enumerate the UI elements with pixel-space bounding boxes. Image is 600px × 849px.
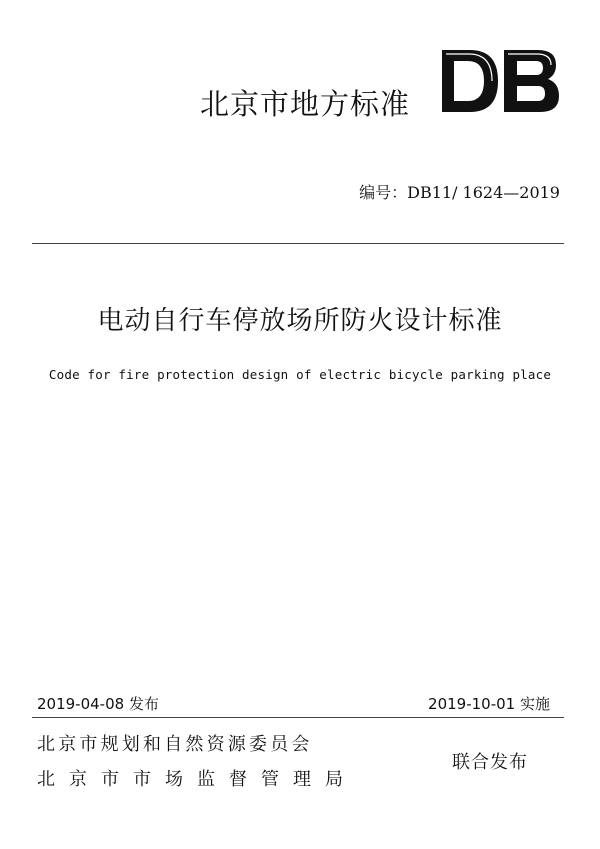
issuer-market-administration: 北京市市场监督管理局: [37, 769, 357, 790]
top-divider: [32, 243, 564, 244]
db-logo-letter-b: [504, 50, 559, 112]
document-number: 编号：DB11/ 1624—2019: [359, 183, 560, 202]
implement-date: 2019-10-01 实施: [428, 695, 550, 713]
publish-date: 2019-04-08 发布: [37, 695, 159, 713]
document-title-en: Code for fire protection design of electric bicycle parking place: [48, 367, 552, 382]
db-logo-letter-d: [442, 50, 498, 112]
bottom-divider: [32, 717, 564, 718]
joint-issue-label: 联合发布: [452, 752, 528, 773]
header-issuer-title: 北京市地方标准: [200, 87, 411, 121]
db-logo: [440, 46, 562, 116]
issuer-planning-commission: 北京市规划和自然资源委员会: [37, 734, 313, 755]
document-title-cn: 电动自行车停放场所防火设计标准: [97, 306, 503, 336]
